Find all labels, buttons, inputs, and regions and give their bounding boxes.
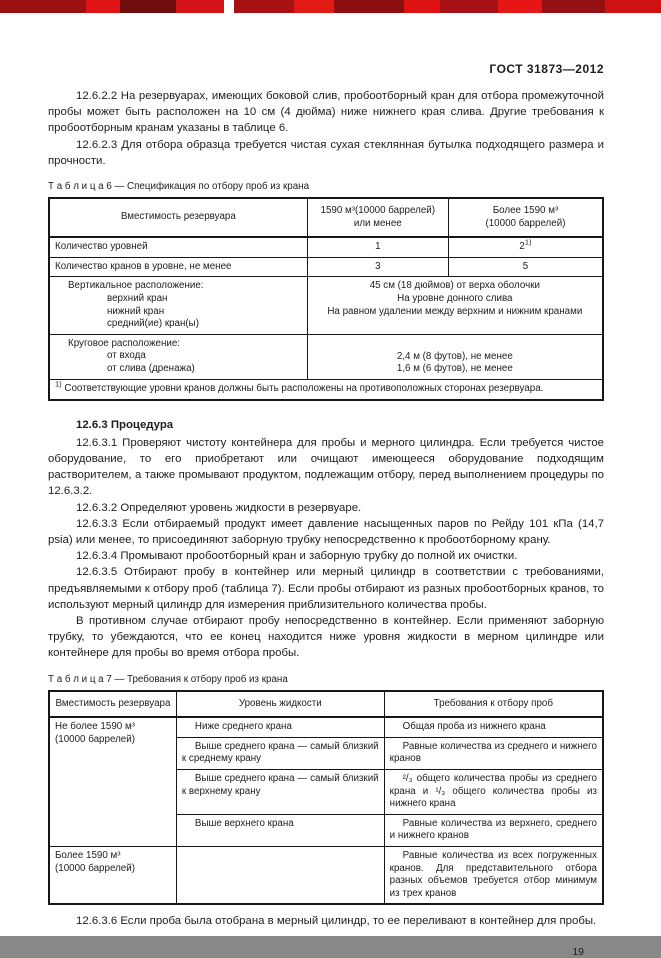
row-vertical-label-cell: Вертикальное расположение: верхний кран нижний кран средний(ие) кран(ы) xyxy=(49,277,307,334)
group1-row2-level: Выше среднего крана — самый близкий к среднему крану xyxy=(176,737,384,769)
standard-code-header: ГОСТ 31873—2012 xyxy=(489,62,604,76)
table-row xyxy=(49,717,603,737)
group1-row1-requirement: Общая проба из нижнего крана xyxy=(384,717,603,737)
row-levels-value-large: 2$^{1)}$ xyxy=(448,237,603,257)
group1-row4-requirement: Равные количества из верхнего, среднего и нижнего кранов xyxy=(384,814,603,846)
paragraph-12-6-3-4: 12.6.3.4 Промывают пробоотборный кран и заборную трубку до полной их очистки. xyxy=(76,550,518,563)
section-heading-12-6-3: 12.6.3 Процедура xyxy=(76,418,174,431)
table-7-header-row xyxy=(49,691,603,718)
paragraph-12-6-3-5-cont: В противном случае отбирают пробу непосредственно в контейнер. Если применяют заборную трубку, то убеждаются, что ее конец находится ниже уровня жидкости в мерном цилиндре или контейнере для пробы во время отбора пробы. xyxy=(48,614,604,660)
table-6-header-capacity: Вместимость резервуара xyxy=(49,198,307,237)
table-6-footnote: $^{1)}$ Соответствующие уровни кранов должны быть расположены на противоположных сторонах резервуара. xyxy=(49,379,603,399)
table-row xyxy=(49,846,603,904)
table-row xyxy=(49,334,603,379)
group2-level-cell xyxy=(176,846,384,904)
table-6-header-small-tank: 1590 м³(10000 баррелей) или менее xyxy=(307,198,448,237)
group1-row2-requirement: Равные количества из среднего и нижнего кранов xyxy=(384,737,603,769)
row-taps-label: Количество кранов в уровне, не менее xyxy=(49,257,307,277)
row-levels-label: Количество уровней xyxy=(49,237,307,257)
paragraph-12-6-3-3: 12.6.3.3 Если отбираемый продукт имеет давление насыщенных паров по Рейду 101 кПа (14,7 psia) или менее, то присоединяют заборную трубку непосредственно к пробоотборному крану. xyxy=(48,517,604,546)
table-7-header-capacity: Вместимость резервуара xyxy=(49,691,176,718)
paragraph-12-6-2-3: 12.6.2.3 Для отбора образца требуется чистая сухая стеклянная бутылка подходящего размера и прочности. xyxy=(48,138,604,167)
group1-capacity-cell: Не более 1590 м³ (10000 баррелей) xyxy=(49,717,176,846)
group2-requirement-cell: Равные количества из всех погруженных кранов. Для представительного отбора разных объемов требуется отбор минимум из трех кранов xyxy=(384,846,603,904)
row-taps-value-large: 5 xyxy=(448,257,603,277)
table-footnote-row xyxy=(49,379,603,399)
page-number: 19 xyxy=(572,945,584,958)
table-6-header-row xyxy=(49,198,603,237)
table-7-header-level: Уровень жидкости xyxy=(176,691,384,718)
group1-row4-level: Выше верхнего крана xyxy=(176,814,384,846)
paragraph-12-6-2-2: 12.6.2.2 На резервуарах, имеющих боковой слив, пробоотборный кран для отбора промежуточной пробы может быть расположен на 10 см (4 дюйма) ниже нижнего края слива. Другие требования к пробоотборным кранам указаны в таблице 6. xyxy=(48,90,604,135)
group2-capacity-cell: Более 1590 м³ (10000 баррелей) xyxy=(49,846,176,904)
page-content xyxy=(48,0,604,958)
paragraph-12-6-3-1: 12.6.3.1 Проверяют чистоту контейнера для пробы и мерного цилиндра. Если требуется чистое оборудование, то его приобретают или очищают имеющееся оборудование подходящим растворителем, а также промывают продуктом, подлежащим отбору, перед выполнением процедуры по 12.6.3.2. xyxy=(48,436,604,498)
table-row xyxy=(49,257,603,277)
group1-row3-level: Выше среднего крана — самый близкий к верхнему крану xyxy=(176,769,384,814)
paragraph-12-6-3-2: 12.6.3.2 Определяют уровень жидкости в резервуаре. xyxy=(76,501,362,514)
paragraph-12-6-3-6: 12.6.3.6 Если проба была отобрана в мерный цилиндр, то ее переливают в контейнер для пробы. xyxy=(76,915,597,928)
group1-row1-level: Ниже среднего крана xyxy=(176,717,384,737)
row-vertical-values-cell: 45 см (18 дюймов) от верха оболочки На уровне донного слива На равном удалении между верхним и нижним кранами xyxy=(307,277,603,334)
footnote-marker: 1) xyxy=(55,379,62,389)
row-circular-values-cell: 2,4 м (8 футов), не менее 1,6 м (6 футов), не менее xyxy=(307,334,603,379)
row-circular-label-cell: Круговое расположение: от входа от слива (дренажа) xyxy=(49,334,307,379)
table-7-caption: Т а б л и ц а 7 — Требования к отбору проб из крана xyxy=(48,673,288,685)
paragraph-12-6-3-5: 12.6.3.5 Отбирают пробу в контейнер или мерный цилиндр в соответствии с требованиями, предъявляемыми к отбору проб (таблица 7). Если пробы отбирают из разных пробоотборных кранов, то используют мерный цилиндр для измерения приблизительного количества пробы. xyxy=(48,566,604,611)
group1-row3-requirement: ²/₃ общего количества пробы из среднего крана и ¹/₃ общего количества пробы из нижнего крана xyxy=(384,769,603,814)
table-7-header-requirements: Требования к отбору проб xyxy=(384,691,603,718)
table-row xyxy=(49,277,603,334)
table-7 xyxy=(48,690,604,906)
row-levels-value-small: 1 xyxy=(307,237,448,257)
table-6-header-large-tank: Более 1590 м³ (10000 баррелей) xyxy=(448,198,603,237)
table-6-caption: Т а б л и ц а 6 — Спецификация по отбору проб из крана xyxy=(48,181,310,193)
table-6 xyxy=(48,197,604,401)
table-row xyxy=(49,237,603,257)
row-taps-value-small: 3 xyxy=(307,257,448,277)
footnote-ref: 1) xyxy=(524,237,532,247)
